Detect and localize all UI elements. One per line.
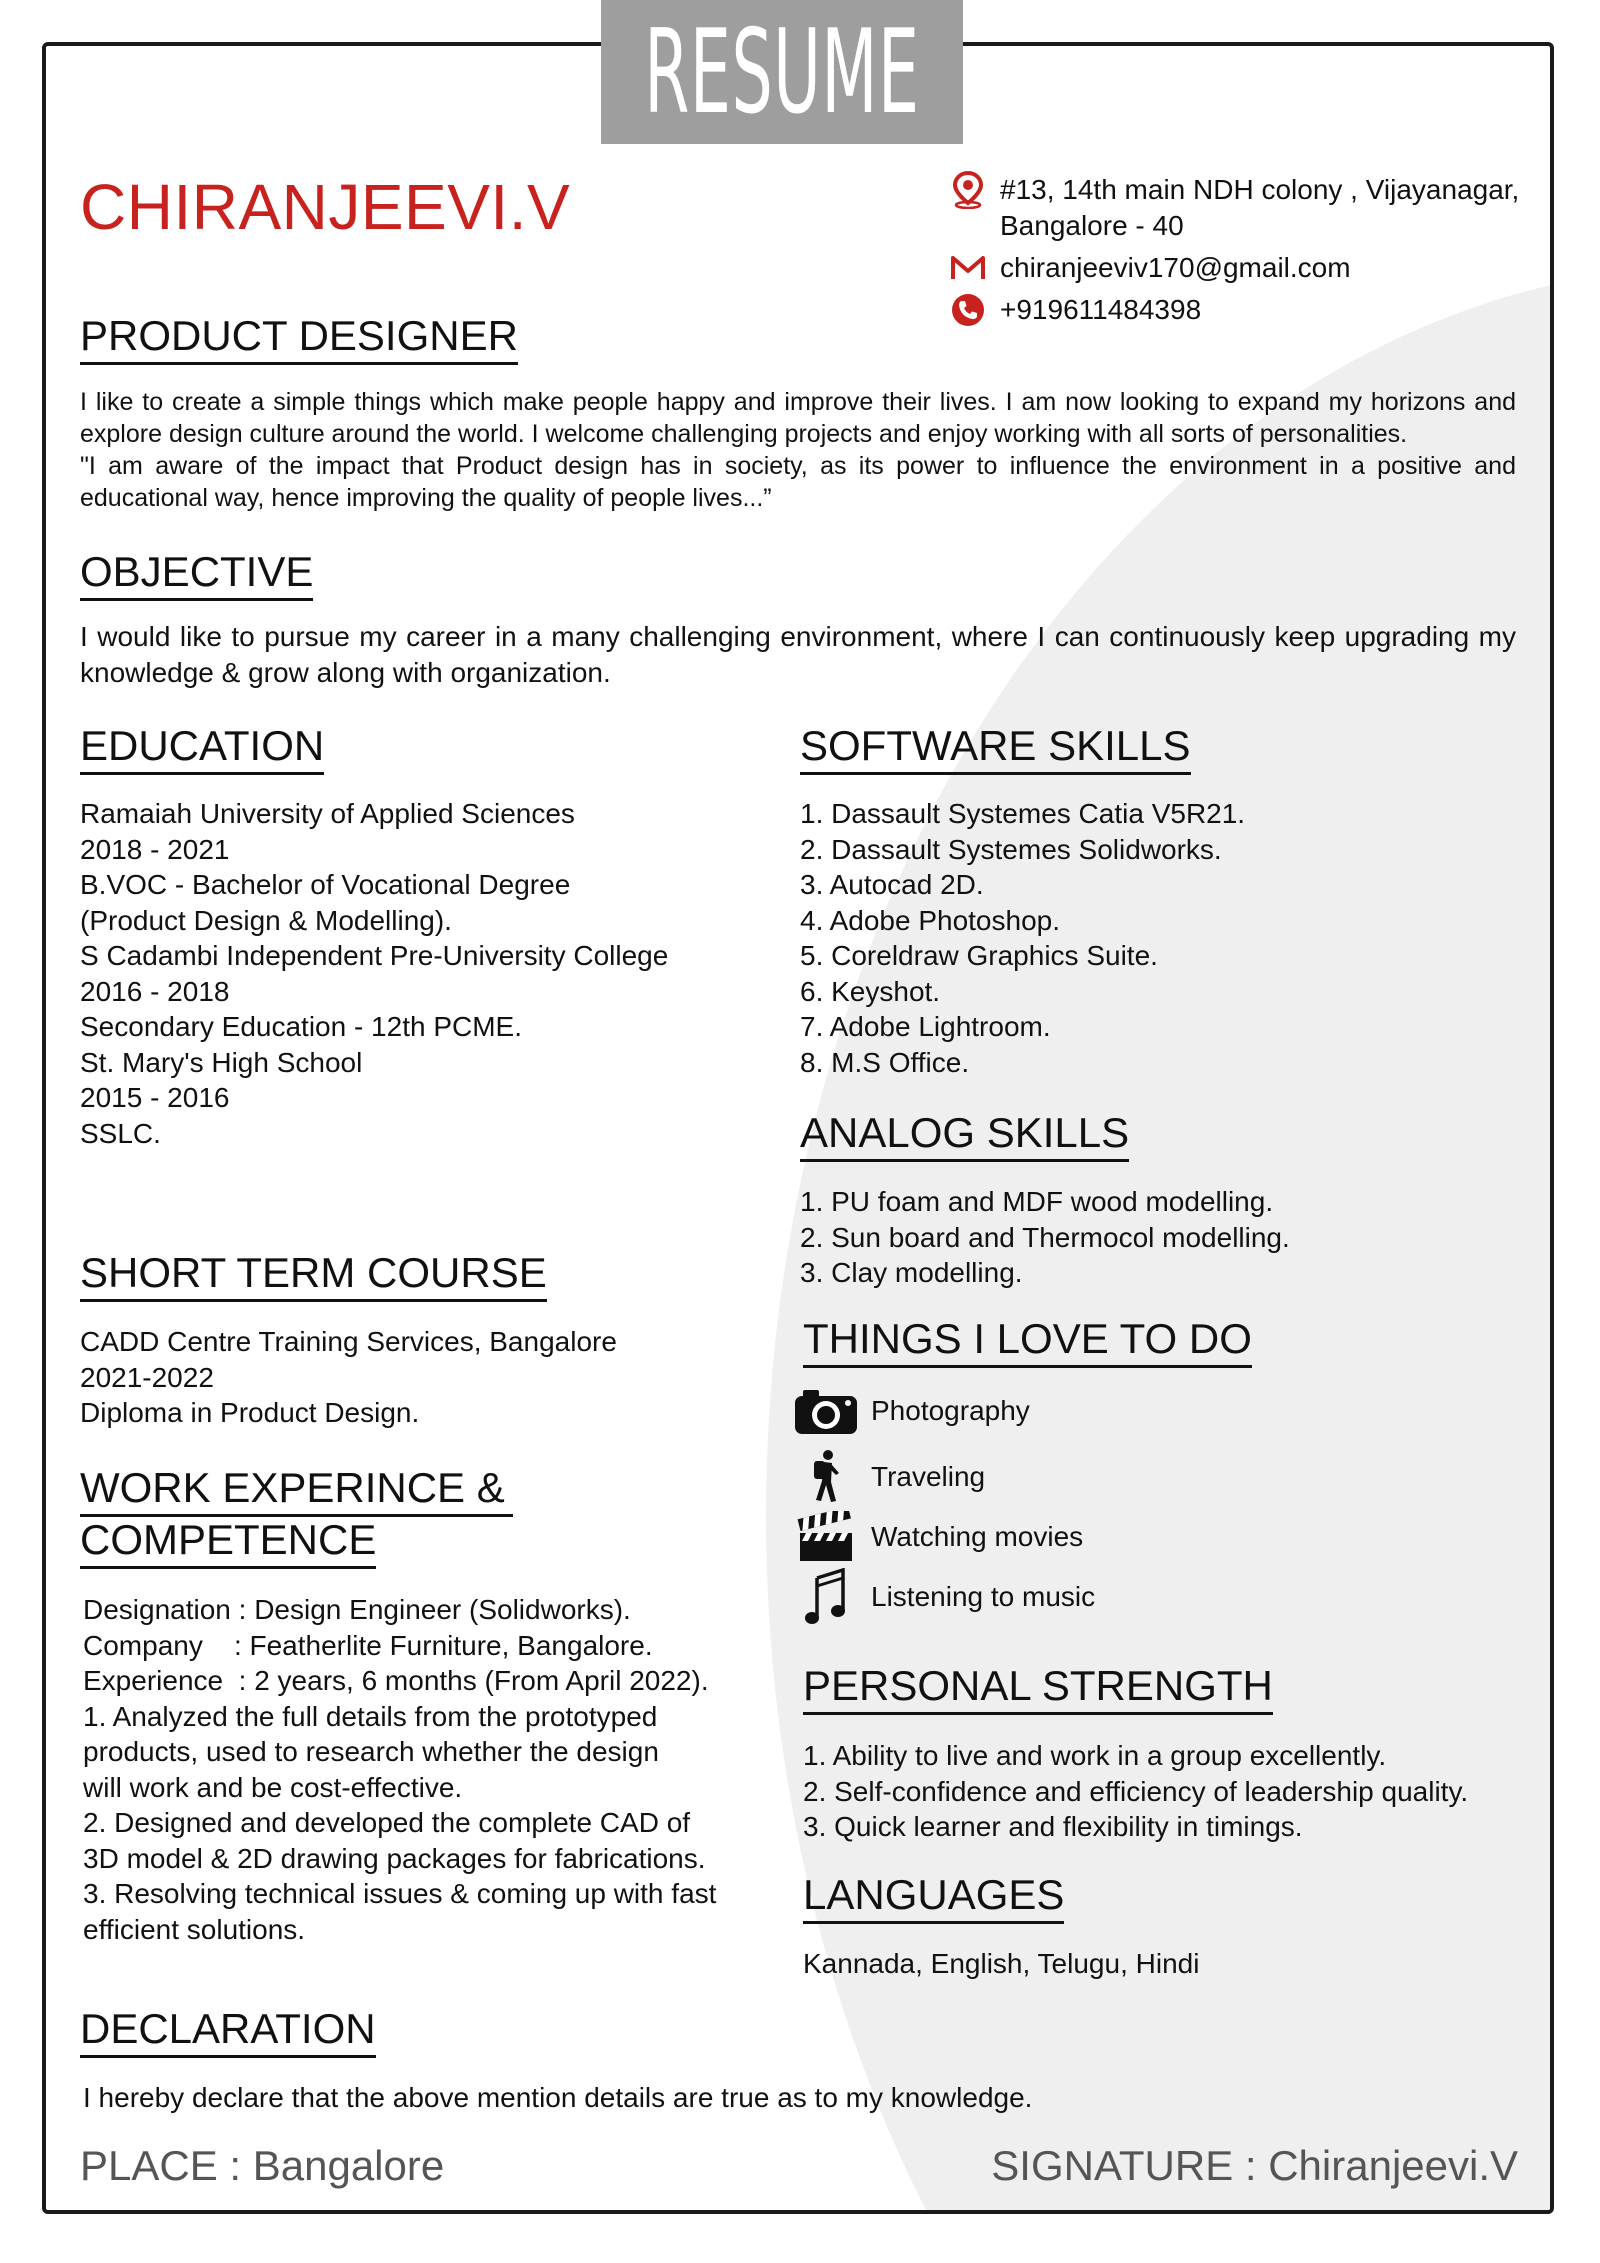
- contact-info: [948, 172, 1560, 334]
- hobby-photography: [793, 1384, 1030, 1438]
- strength-item: 2. Self-confidence and efficiency of leadership quality.: [803, 1775, 1469, 1807]
- work-line: will work and be cost-effective.: [83, 1771, 463, 1803]
- strength-item: 3. Quick learner and flexibility in timings.: [803, 1811, 1303, 1842]
- profile-heading: PRODUCT DESIGNER: [80, 310, 518, 365]
- hobby-traveling: [793, 1450, 985, 1504]
- work-line: 1. Analyzed the full details from the prototyped: [83, 1700, 658, 1732]
- short-course-heading: SHORT TERM COURSE: [80, 1247, 547, 1302]
- software-heading: SOFTWARE SKILLS: [800, 720, 1191, 775]
- software-item: 7. Adobe Lightroom.: [800, 1011, 1051, 1042]
- software-item: 4. Adobe Photoshop.: [800, 904, 1060, 936]
- hobby-movies: [793, 1510, 1083, 1564]
- address-row: [948, 172, 1560, 244]
- profile-quote: "I am aware of the impact that Product design has in society, as its power to influence the environment in a positive and educational way, hence improving the quality of people lives...”: [80, 452, 1516, 512]
- title-banner: [601, 0, 963, 144]
- hiker-icon: [793, 1450, 859, 1504]
- software-list: [800, 796, 1245, 1080]
- work-line: 2. Designed and developed the complete CAD of: [83, 1807, 691, 1838]
- email-row[interactable]: [948, 250, 1560, 286]
- signature-text: SIGNATURE : Chiranjeevi.V: [991, 2142, 1518, 2189]
- strength-list: [803, 1738, 1468, 1845]
- software-item: 5. Coreldraw Graphics Suite.: [800, 940, 1158, 971]
- candidate-name: CHIRANJEEVI.V: [80, 171, 571, 243]
- analog-list: [800, 1184, 1290, 1291]
- education-line: SSLC.: [80, 1117, 161, 1149]
- analog-item: 1. PU foam and MDF wood modelling.: [800, 1186, 1274, 1217]
- education-line: Ramaiah University of Applied Sciences: [80, 798, 575, 829]
- hobby-label: Listening to music: [871, 1581, 1096, 1612]
- languages-heading: LANGUAGES: [803, 1869, 1064, 1924]
- education-line: 2016 - 2018: [80, 975, 230, 1007]
- languages-text: Kannada, English, Telugu, Hindi: [803, 1948, 1200, 1979]
- declaration-heading: DECLARATION: [80, 2003, 376, 2058]
- music-note-icon: [793, 1570, 859, 1624]
- hobby-music: [793, 1570, 1095, 1624]
- address-text: #13, 14th main NDH colony , Vijayanagar, Bangalore - 40: [1000, 174, 1520, 241]
- education-line: B.VOC - Bachelor of Vocational Degree: [80, 869, 571, 900]
- phone-icon: [948, 292, 988, 328]
- banner-title: RESUME: [644, 4, 920, 140]
- work-line: 3D model & 2D drawing packages for fabrications.: [83, 1842, 706, 1874]
- software-item: 8. M.S Office.: [800, 1046, 970, 1078]
- phone-number[interactable]: +919611484398: [1000, 294, 1202, 325]
- software-item: 1. Dassault Systemes Catia V5R21.: [800, 798, 1246, 829]
- education-line: Secondary Education - 12th PCME.: [80, 1011, 523, 1042]
- strength-heading: PERSONAL STRENGTH: [803, 1660, 1273, 1715]
- hobby-label: Watching movies: [871, 1521, 1084, 1552]
- camera-icon: [793, 1384, 859, 1438]
- short-course-line: 2021-2022: [80, 1361, 214, 1393]
- short-course-list: [80, 1324, 617, 1431]
- analog-item: 2. Sun board and Thermocol modelling.: [800, 1221, 1290, 1253]
- work-details: [83, 1592, 716, 1947]
- software-item: 2. Dassault Systemes Solidworks.: [800, 833, 1222, 865]
- objective-text: I would like to pursue my career in a many challenging environment, where I can continuously keep upgrading my knowledge & grow along with organization.: [80, 621, 1516, 688]
- objective-heading: OBJECTIVE: [80, 546, 313, 601]
- work-heading-line2: COMPETENCE: [80, 1514, 376, 1569]
- place-text: PLACE : Bangalore: [80, 2142, 445, 2189]
- education-line: 2015 - 2016: [80, 1082, 230, 1113]
- analog-heading: ANALOG SKILLS: [800, 1107, 1129, 1162]
- education-line: St. Mary's High School: [80, 1046, 363, 1078]
- work-line: products, used to research whether the design: [83, 1736, 659, 1767]
- work-line: 3. Resolving technical issues & coming up with fast: [83, 1878, 717, 1909]
- work-line: Company : Featherlite Furniture, Bangalore.: [83, 1629, 653, 1661]
- education-list: [80, 796, 668, 1151]
- clapperboard-icon: [793, 1510, 859, 1564]
- analog-item: 3. Clay modelling.: [800, 1257, 1023, 1288]
- education-line: S Cadambi Independent Pre-University College: [80, 940, 669, 971]
- education-heading: EDUCATION: [80, 720, 324, 775]
- profile-text: [80, 386, 1516, 514]
- work-heading-line1: WORK EXPERINCE &: [80, 1462, 513, 1517]
- short-course-line: Diploma in Product Design.: [80, 1397, 420, 1428]
- declaration-text: I hereby declare that the above mention details are true as to my knowledge.: [83, 2082, 1033, 2113]
- mail-icon: [948, 250, 988, 286]
- location-pin-icon: [948, 172, 988, 208]
- education-line: (Product Design & Modelling).: [80, 904, 452, 936]
- education-line: 2018 - 2021: [80, 833, 230, 865]
- work-line: Designation : Design Engineer (Solidworks).: [83, 1594, 631, 1625]
- work-line: efficient solutions.: [83, 1913, 306, 1945]
- software-item: 6. Keyshot.: [800, 975, 941, 1007]
- software-item: 3. Autocad 2D.: [800, 869, 984, 900]
- phone-row[interactable]: [948, 292, 1560, 328]
- hobbies-heading: THINGS I LOVE TO DO: [803, 1313, 1252, 1368]
- strength-item: 1. Ability to live and work in a group excellently.: [803, 1740, 1387, 1771]
- hobby-label: Photography: [871, 1395, 1030, 1426]
- short-course-line: CADD Centre Training Services, Bangalore: [80, 1326, 617, 1357]
- email-link[interactable]: chiranjeeviv170@gmail.com: [1000, 252, 1351, 283]
- work-line: Experience : 2 years, 6 months (From April 2022).: [83, 1665, 709, 1696]
- profile-intro: I like to create a simple things which make people happy and improve their lives. I am now looking to expand my horizons and explore design culture around the world. I welcome challenging projects and enjoy working with all sorts of personalities.: [80, 388, 1516, 448]
- hobby-label: Traveling: [871, 1461, 986, 1492]
